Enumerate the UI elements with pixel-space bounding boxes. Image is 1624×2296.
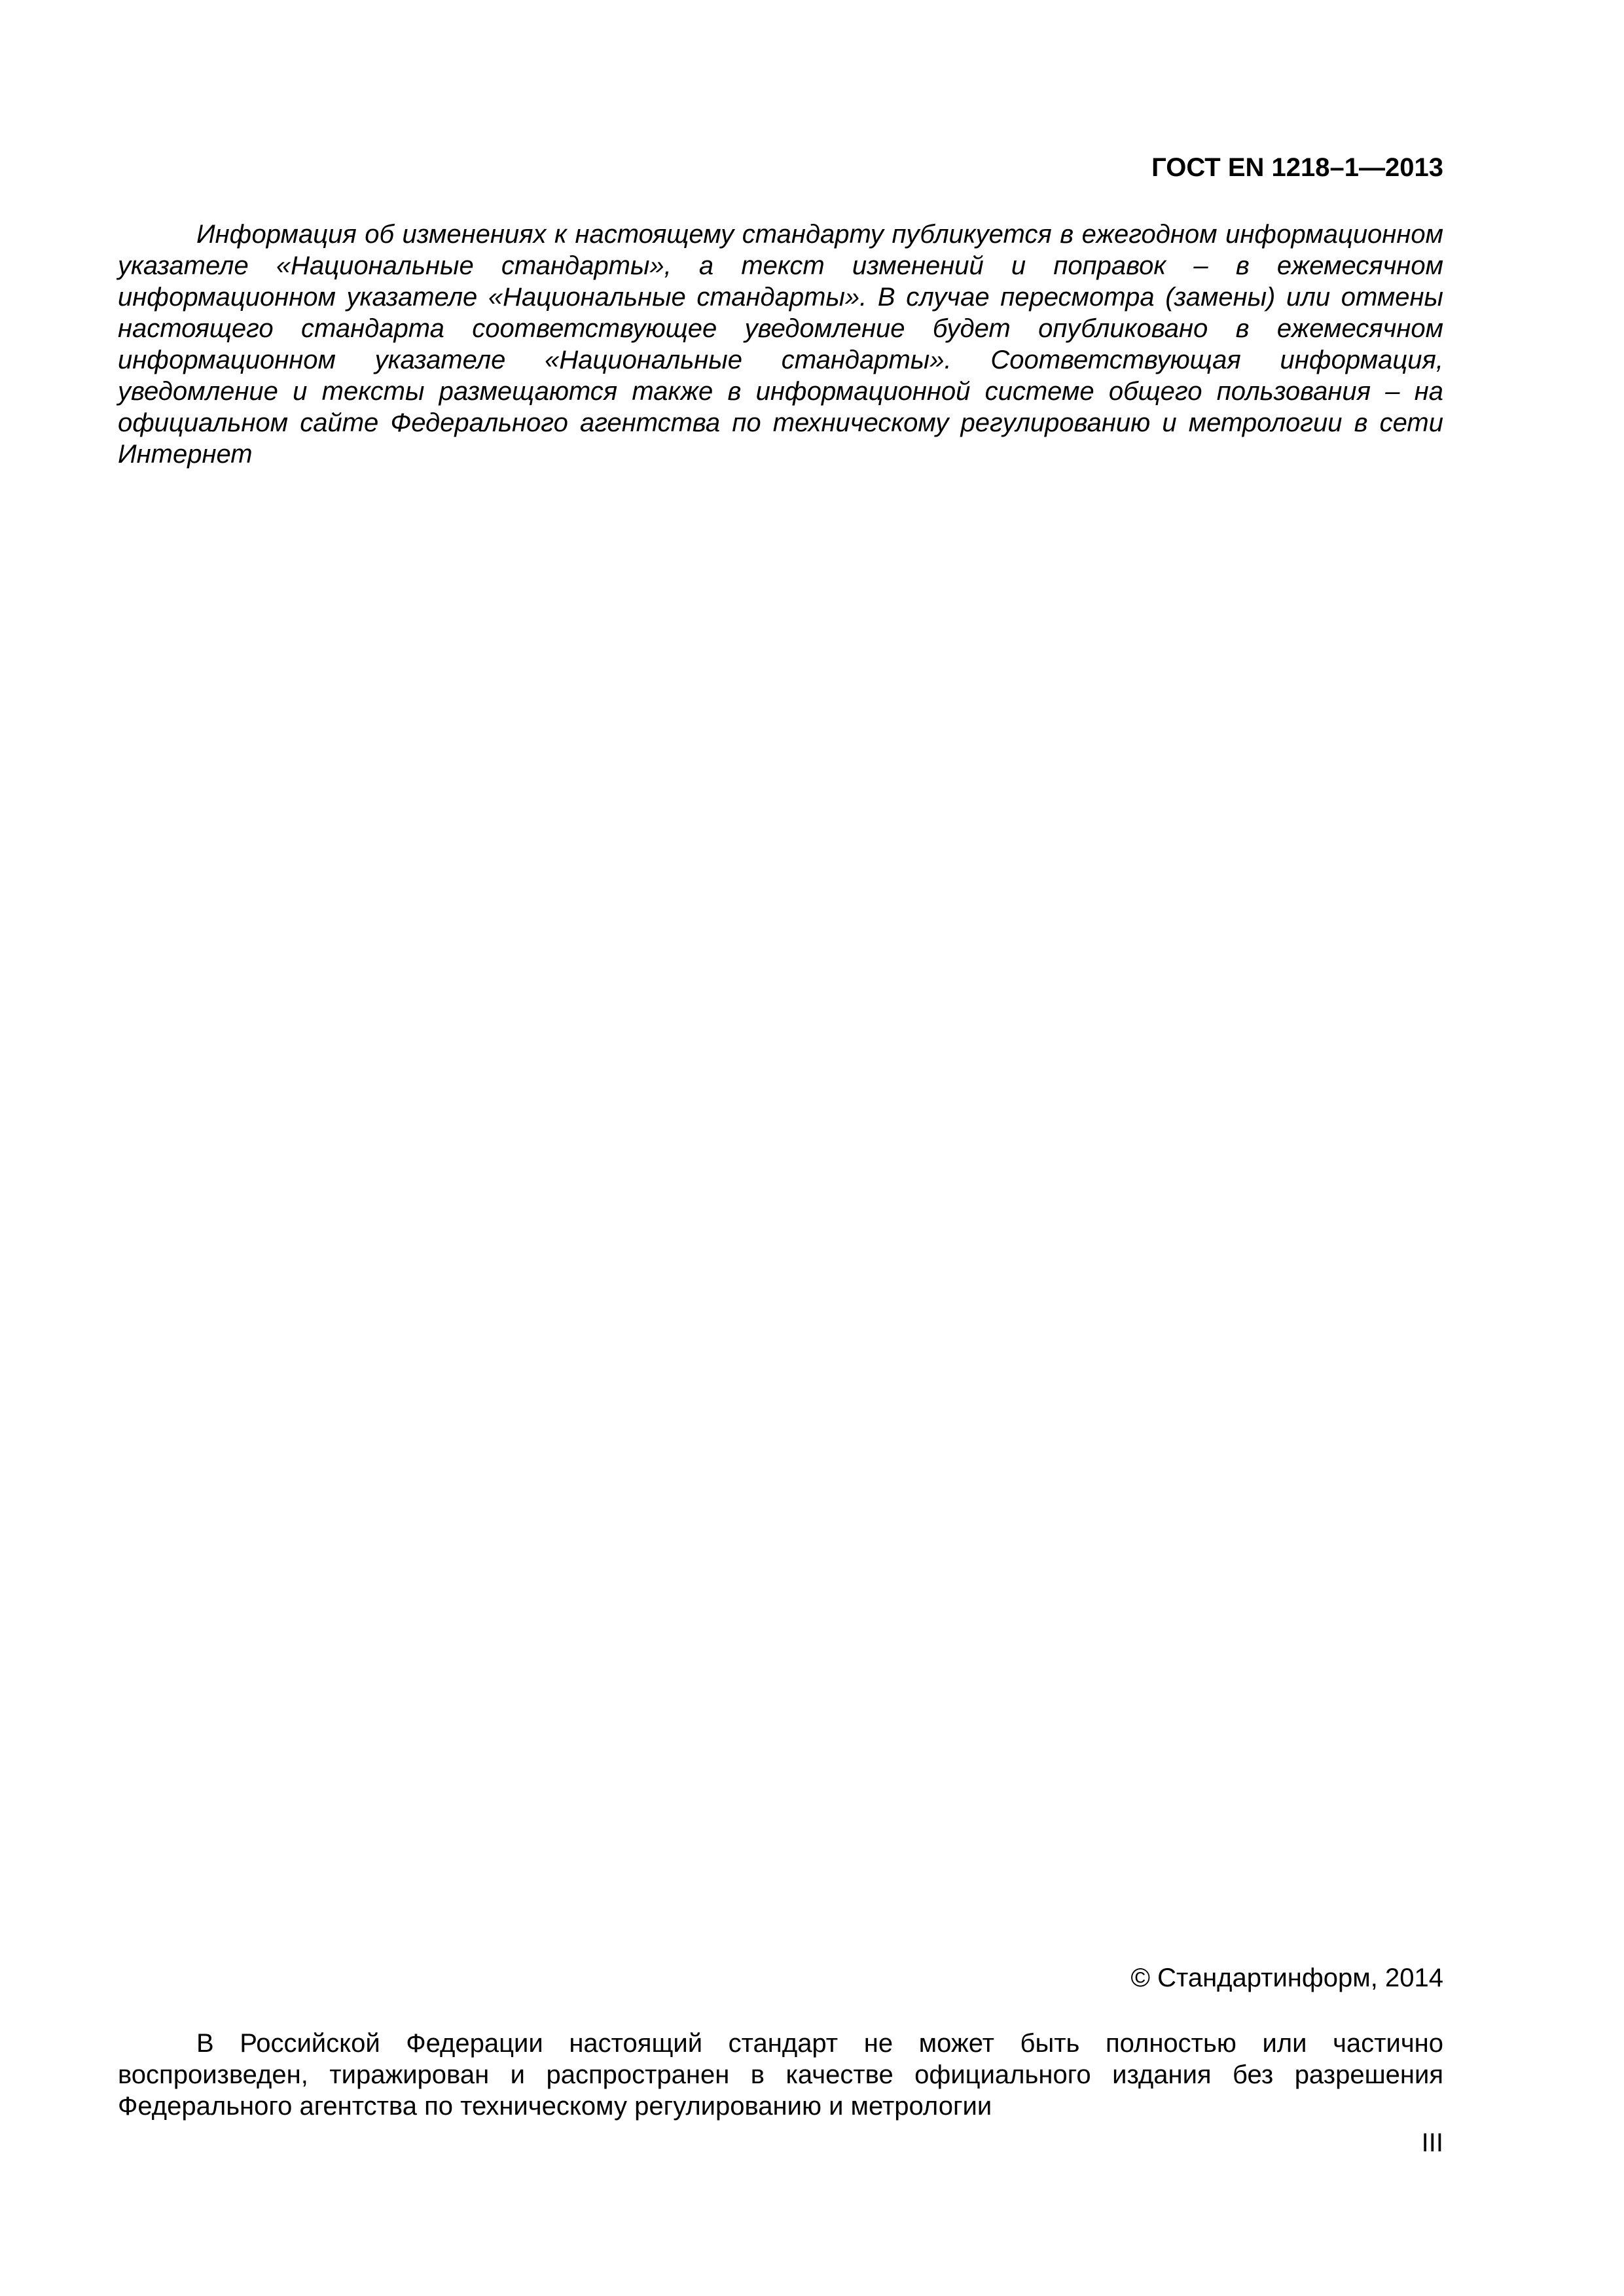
document-number: ГОСТ EN 1218–1—2013: [1151, 153, 1443, 182]
page-number: III: [1421, 2128, 1443, 2157]
reproduction-rights-paragraph: В Российской Федерации настоящий стандарт не может быть полностью или частично воспроизведен, тиражирован и распространен в качестве официального издания без разрешения Федерального агентства по техническому регулированию и метрологии: [118, 2029, 1443, 2121]
amendments-notice-paragraph: Информация об изменениях к настоящему стандарту публикуется в ежегодном информационном указателе «Национальные стандарты», а текст изменений и поправок – в ежемесячном информационном указателе «Национальные стандарты». В случае пересмотра (замены) или отмены настоящего стандарта соответствующее уведомление будет опубликовано в ежемесячном информационном указателе «Национальные стандарты». Соответствующая информация, уведомление и тексты размещаются также в информационной системе общего пользования – на официальном сайте Федерального агентства по техническому регулированию и метрологии в сети Интернет: [118, 220, 1443, 469]
copyright-line: © Стандартинформ, 2014: [1130, 1964, 1443, 1992]
